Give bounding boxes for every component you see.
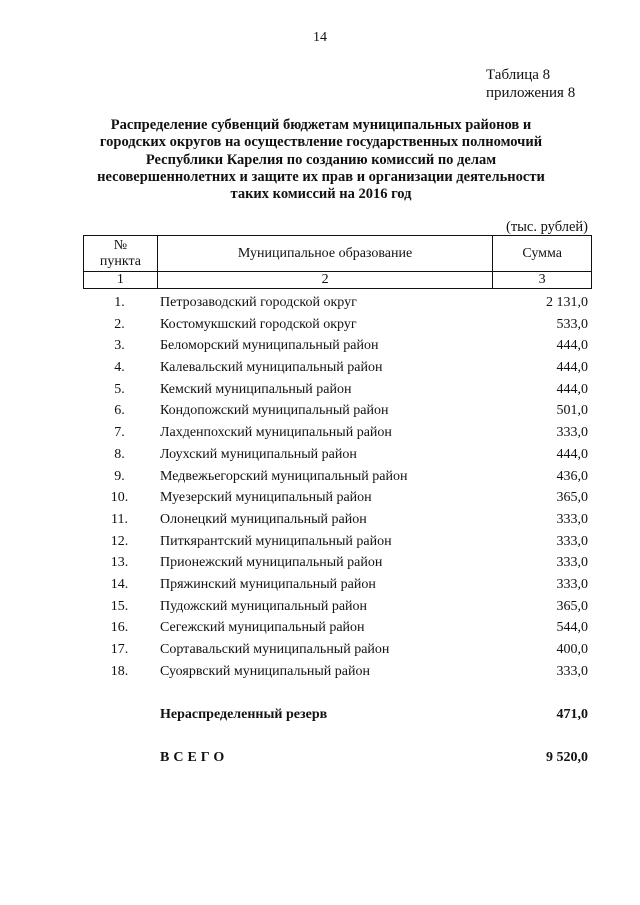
table-reference-line1: Таблица 8 [486,67,551,83]
row-municipality: Кондопожский муниципальный район [160,403,389,419]
table-row [83,618,592,640]
row-municipality: Беломорский муниципальный район [160,338,379,354]
row-municipality: Калевальский муниципальный район [160,360,383,376]
table-row [83,293,592,315]
table-row [83,662,592,684]
row-sum: 533,0 [556,316,588,332]
row-number: 17. [110,642,129,657]
table-row [83,532,592,554]
row-sum: 333,0 [556,425,588,441]
header-number-line2: пункта [99,253,141,269]
row-sum: 436,0 [556,468,588,484]
row-sum: 365,0 [556,490,588,506]
row-municipality: Пряжинский муниципальный район [160,576,376,592]
table-row [83,315,592,337]
page-number: 14 [313,30,327,45]
row-number: 10. [110,490,129,506]
row-number: 13. [110,555,129,571]
row-sum: 501,0 [556,403,588,419]
header-index-2: 2 [157,272,493,289]
row-number: 11. [111,511,128,527]
row-number: 3. [114,338,125,354]
header-number-line1: № [113,237,128,253]
reserve-row [83,707,592,727]
table-row [83,510,592,532]
table-row [83,575,592,597]
row-number: 6. [114,403,125,419]
row-municipality: Костомукшский городской округ [160,316,357,332]
row-number: 18. [110,663,129,679]
reserve-sum: 471,0 [556,707,588,722]
header-number [84,236,158,272]
row-sum: 444,0 [556,360,588,376]
row-sum: 365,0 [556,598,588,614]
row-sum: 400,0 [556,642,588,657]
header-municipality: Муниципальное образование [157,236,493,272]
row-number: 16. [110,620,129,636]
table-row [83,640,592,662]
table-reference-line2: приложения 8 [486,85,576,101]
row-sum: 2 131,0 [546,295,588,310]
table-row [83,553,592,575]
row-municipality: Суоярвский муниципальный район [160,663,370,679]
table-row [83,467,592,489]
row-number: 8. [114,446,125,462]
table-row [83,401,592,423]
table-row [83,423,592,445]
row-number: 9. [114,468,125,484]
units-label: (тыс. рублей) [506,219,588,235]
row-municipality: Олонецкий муниципальный район [160,511,367,527]
row-sum: 333,0 [556,663,588,679]
row-number: 14. [110,576,129,592]
table-row [83,358,592,380]
row-municipality: Сортавальский муниципальный район [160,642,390,657]
table-row [83,445,592,467]
table-reference [486,66,575,102]
row-sum: 333,0 [556,576,588,592]
row-municipality: Питкярантский муниципальный район [160,533,392,549]
row-sum: 444,0 [556,338,588,354]
reserve-label: Нераспределенный резерв [160,707,328,722]
row-number: 5. [114,381,125,397]
row-municipality: Лоухский муниципальный район [160,446,357,462]
row-sum: 333,0 [556,511,588,527]
row-sum: 333,0 [556,555,588,571]
header-sum: Сумма [493,236,592,272]
row-number: 7. [114,425,125,441]
row-number: 15. [110,598,129,614]
total-row [83,750,592,770]
row-sum: 444,0 [556,381,588,397]
row-number: 4. [114,360,125,376]
row-number: 2. [114,316,125,332]
row-municipality: Сегежский муниципальный район [160,620,365,636]
header-index-1: 1 [84,272,158,289]
row-municipality: Петрозаводский городской округ [160,295,357,310]
row-number: 1. [114,295,125,310]
row-municipality: Прионежский муниципальный район [160,555,383,571]
row-sum: 444,0 [556,446,588,462]
row-municipality: Кемский муниципальный район [160,381,352,397]
row-municipality: Муезерский муниципальный район [160,490,372,506]
header-index-3: 3 [493,272,592,289]
total-label: ВСЕГО [160,750,229,765]
table-header [83,235,592,289]
row-municipality: Лахденпохский муниципальный район [160,425,392,441]
document-title: Распределение субвенций бюджетам муниципальных районов и городских округов на осуществление государственных полномочий Республики Карелия по созданию комиссий по делам несовершеннолетних и защите их прав и организации деятельности таких комиссий на 2016 год [97,117,545,203]
table-row [83,597,592,619]
row-sum: 333,0 [556,533,588,549]
table-row [83,336,592,358]
row-sum: 544,0 [556,620,588,636]
row-number: 12. [110,533,129,549]
row-municipality: Пудожский муниципальный район [160,598,368,614]
table-row [83,488,592,510]
table-row [83,380,592,402]
row-municipality: Медвежьегорский муниципальный район [160,468,408,484]
total-sum: 9 520,0 [546,750,588,765]
table-body [83,293,592,683]
